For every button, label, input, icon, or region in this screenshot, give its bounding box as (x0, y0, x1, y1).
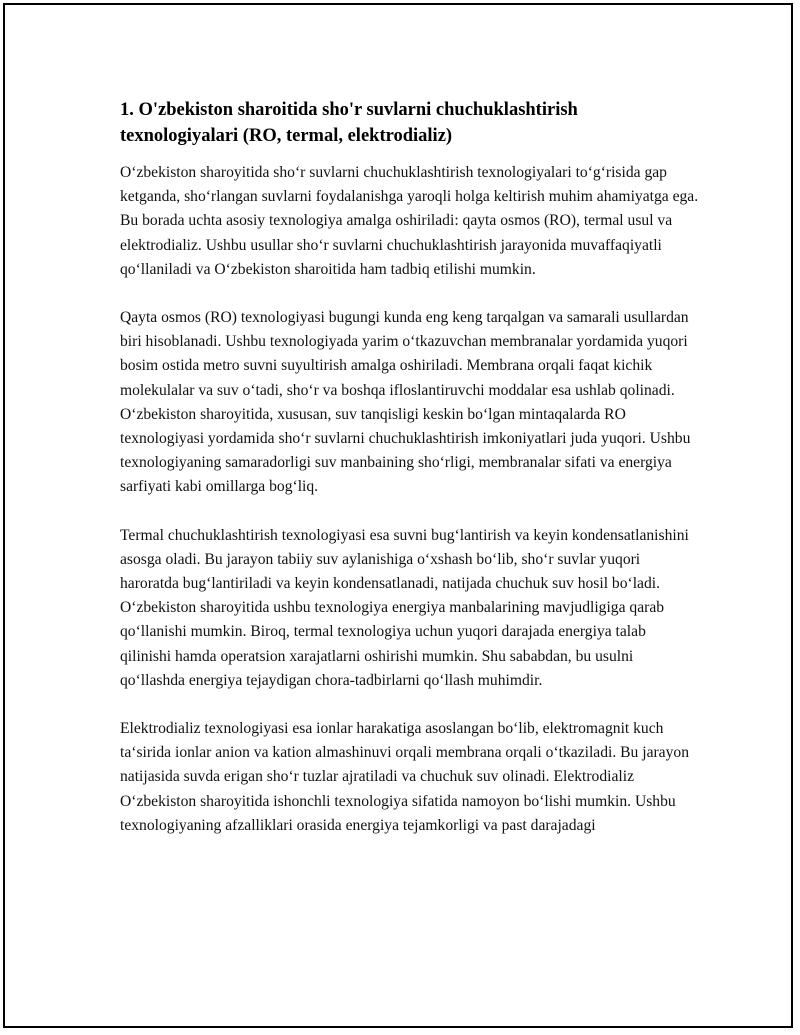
paragraph-thermal: Termal chuchuklashtirish texnologiyasi esa suvni bug‘lantirish va keyin kondensatlanishini asosga oladi. Bu jarayon tabiiy suv aylanishiga o‘xshash bo‘lib, sho‘r suvlar yuqori haroratda bug‘lantiriladi va keyin kondensatlanadi, natijada chuchuk suv hosil bo‘ladi. O‘zbekiston sharoyitida ushbu texnologiya energiya manbalarining mavjudligiga qarab qo‘llanishi mumkin. Biroq, termal texnologiya uchun yuqori darajada energiya talab qilinishi hamda operatsion xarajatlarni oshirishi mumkin. Shu sababdan, bu usulni qo‘llashda energiya tejaydigan chora-tadbirlarni qo‘llash muhimdir. (120, 526, 689, 689)
paragraph-intro: O‘zbekiston sharoyitida sho‘r suvlarni chuchuklashtirish texnologiyalari to‘g‘risida gap ketganda, sho‘rlangan suvlarni foydalanishga yaroqli holga keltirish muhim ahamiyatga ega. Bu borada uchta asosiy texnologiya amalga oshiriladi: qayta osmos (RO), termal usul va elektrodializ. Ushbu usullar sho‘r suvlarni chuchuklashtirish jarayonida muvaffaqiyatli qo‘llaniladi va O‘zbekiston sharoitida ham tadbiq etilishi mumkin. (120, 164, 699, 278)
section-heading: 1. O'zbekiston sharoitida sho'r suvlarni chuchuklashtirish texnologiyalari (RO, termal, elektrodializ) (120, 100, 578, 146)
paragraph-electrodialysis: Elektrodializ texnologiyasi esa ionlar harakatiga asoslangan bo‘lib, elektromagnit kuch ta‘sirida ionlar anion va kation almashinuvi orqali membrana orqali o‘tkaziladi. Bu jarayon natijasida suvda erigan sho‘r tuzlar ajratiladi va chuchuk suv olinadi. Elektrodializ O‘zbekiston sharoyitida ishonchli texnologiya sifatida namoyon bo‘lishi mumkin. Ushbu texnologiyaning afzalliklari orasida energiya tejamkorligi va past darajadagi (120, 720, 689, 834)
paragraph-reverse-osmosis: Qayta osmos (RO) texnologiyasi bugungi kunda eng keng tarqalgan va samarali usullardan biri hisoblanadi. Ushbu texnologiyada yarim o‘tkazuvchan membranalar yordamida yuqori bosim ostida metro suvni suyultirish amalga oshiriladi. Membrana orqali faqat kichik molekulalar va suv o‘tadi, sho‘r va boshqa ifloslantiruvchi moddalar esa ushlab qolinadi. O‘zbekiston sharoyitida, xususan, suv tanqisligi keskin bo‘lgan mintaqalarda RO texnologiyasi yordamida sho‘r suvlarni chuchuklashtirish imkoniyatlari juda yuqori. Ushbu texnologiyaning samaradorligi suv manbaining sho‘rligi, membranalar sifati va energiya sarfiyati kabi omillarga bog‘liq. (120, 309, 691, 496)
document-body (120, 97, 700, 862)
page-frame (3, 3, 793, 1028)
